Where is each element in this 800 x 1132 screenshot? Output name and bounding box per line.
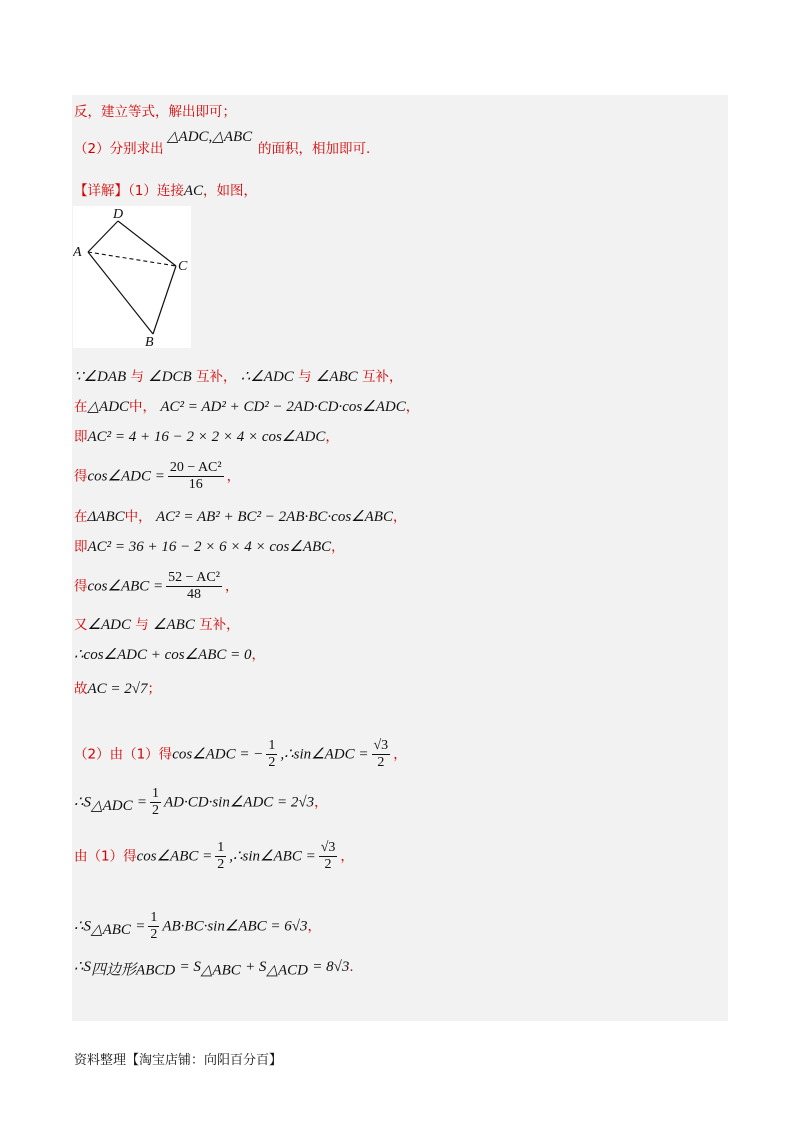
line-16-a: cos∠ABC = bbox=[136, 848, 213, 865]
line-15-c: AD·CD·sin∠ADC = 2√3 bbox=[164, 794, 315, 811]
text-line-16 bbox=[74, 840, 354, 873]
line-15-end: ， bbox=[314, 794, 328, 811]
detail-post: ，如图， bbox=[203, 183, 258, 199]
line-7-end: ， bbox=[226, 468, 241, 485]
fraction-root3-1 bbox=[372, 738, 391, 771]
line-18-end: . bbox=[349, 959, 354, 975]
line-1-text: 反，建立等式，解出即可； bbox=[74, 104, 236, 120]
angle-dab: ∵∠DAB bbox=[74, 369, 127, 385]
line-11-t1: 与 bbox=[135, 617, 149, 633]
text-line-15 bbox=[74, 786, 328, 819]
angle-dcb: ∠DCB bbox=[148, 369, 192, 385]
line-10-lhs: cos∠ABC = bbox=[87, 578, 164, 595]
fraction-adc bbox=[168, 460, 224, 493]
fraction-adc-den: 16 bbox=[188, 477, 203, 492]
line-18-c: + S bbox=[245, 959, 267, 975]
line-15-b: = bbox=[136, 794, 148, 811]
fraction-half-2-num: 1 bbox=[152, 786, 160, 801]
line-6-eq: AC² = 4 + 16 − 2 × 2 × 4 × cos∠ADC bbox=[87, 429, 326, 445]
line-7-lhs: cos∠ADC = bbox=[87, 468, 165, 485]
line-18-sub2: △ABC bbox=[200, 962, 241, 979]
fraction-half-3 bbox=[215, 840, 226, 873]
detail-pre: （1）连接 bbox=[128, 183, 184, 199]
vertex-d-label: D bbox=[113, 207, 124, 222]
line-18-a: ∴S bbox=[74, 959, 92, 975]
fraction-half-3-den: 2 bbox=[217, 857, 225, 872]
line-4-t2: 互补， bbox=[196, 369, 237, 385]
line-5-math: △ADC bbox=[87, 399, 130, 415]
law-of-cosines-adc: AC² = AD² + CD² − 2AD·CD·cos∠ADC bbox=[160, 399, 406, 415]
line-17-b: = bbox=[135, 918, 146, 935]
line-5-pre: 在 bbox=[74, 399, 88, 415]
text-line-6 bbox=[74, 428, 339, 446]
line-14-end: ， bbox=[393, 746, 407, 763]
line-7-pre: 得 bbox=[74, 468, 88, 485]
line-5-mid: 中， bbox=[129, 399, 157, 415]
triangles-math bbox=[167, 128, 252, 146]
line-10-end: ， bbox=[224, 578, 239, 595]
fraction-abc-den: 48 bbox=[187, 587, 202, 602]
fraction-root3-2 bbox=[319, 840, 338, 873]
text-line-12 bbox=[74, 646, 265, 664]
line-18-sub: 四边形ABCD bbox=[91, 962, 176, 979]
angle-abc: ∠ABC bbox=[315, 369, 358, 385]
line-8-end: ， bbox=[392, 509, 407, 525]
angle-adc: ∴∠ADC bbox=[240, 369, 294, 385]
line-14-pre: （2）由（1）得 bbox=[74, 746, 173, 763]
vertex-b-label: B bbox=[145, 335, 154, 348]
text-line-14 bbox=[74, 738, 407, 771]
line-16-end: ， bbox=[340, 848, 354, 865]
line-18-sub3: △ACD bbox=[266, 962, 308, 979]
line-14-b: ,∴sin∠ADC = bbox=[280, 746, 369, 763]
line-13-eq: AC = 2√7 bbox=[87, 681, 148, 697]
vertex-a-label: A bbox=[73, 245, 82, 260]
fraction-abc-num: 52 − AC² bbox=[168, 570, 220, 585]
fraction-half-1-den: 2 bbox=[268, 755, 276, 770]
fraction-half-1 bbox=[266, 738, 277, 771]
line-11-math2: ∠ABC bbox=[153, 617, 195, 633]
triangles-formula: △ADC,△ABC bbox=[167, 129, 253, 145]
line-5-end: ， bbox=[405, 399, 420, 415]
line-8-math: ΔABC bbox=[87, 509, 125, 525]
fraction-half-4-num: 1 bbox=[150, 910, 158, 925]
text-line-5 bbox=[74, 398, 419, 416]
fraction-half-4 bbox=[148, 910, 159, 943]
line-18-b: = S bbox=[179, 959, 201, 975]
footer-source: 资料整理【淘宝店铺：向阳百分百】 bbox=[74, 1053, 283, 1068]
line-4-t3: 与 bbox=[298, 369, 312, 385]
line-17-end: ， bbox=[307, 918, 321, 935]
fraction-half-4-den: 2 bbox=[150, 927, 158, 942]
line-12-end: ， bbox=[251, 647, 266, 663]
text-line-7 bbox=[74, 460, 240, 493]
line-8-mid: 中， bbox=[124, 509, 152, 525]
line-15-a: ∴S bbox=[74, 794, 92, 811]
vertex-c-label: C bbox=[178, 259, 188, 274]
line-9-end: ， bbox=[331, 539, 345, 555]
line-16-b: ,∴sin∠ABC = bbox=[229, 848, 316, 865]
text-line-2-post bbox=[258, 140, 370, 158]
line-2-pre: （2）分别求出 bbox=[74, 141, 164, 157]
fraction-half-2 bbox=[150, 786, 161, 819]
fraction-root3-1-num: √3 bbox=[373, 738, 389, 753]
line-17-a: ∴S bbox=[74, 918, 92, 935]
fraction-adc-num: 20 − AC² bbox=[169, 460, 222, 475]
line-11-math1: ∠ADC bbox=[87, 617, 131, 633]
fraction-abc bbox=[166, 570, 222, 603]
text-line-1 bbox=[74, 103, 236, 121]
text-line-11 bbox=[74, 616, 240, 634]
line-8-pre: 在 bbox=[74, 509, 88, 525]
line-6-pre: 即 bbox=[74, 429, 88, 445]
quadrilateral-figure bbox=[73, 206, 191, 348]
line-11-pre: 又 bbox=[74, 617, 88, 633]
text-line-9 bbox=[74, 538, 345, 556]
fraction-half-3-num: 1 bbox=[217, 840, 225, 855]
line-17-sub: △ABC bbox=[91, 922, 131, 939]
line-16-pre: 由（1）得 bbox=[74, 848, 137, 865]
line-12-eq: ∴cos∠ADC + cos∠ABC = 0 bbox=[74, 647, 252, 663]
line-4-t1: 与 bbox=[130, 369, 144, 385]
fraction-half-2-den: 2 bbox=[152, 803, 160, 818]
line-13-end: ； bbox=[147, 681, 162, 697]
detail-tag: 【详解】 bbox=[74, 183, 128, 199]
fraction-root3-2-den: 2 bbox=[324, 857, 332, 872]
detail-math: AC bbox=[183, 183, 204, 199]
line-9-pre: 即 bbox=[74, 539, 88, 555]
text-line-13 bbox=[74, 680, 161, 698]
line-18-d: = 8√3 bbox=[312, 959, 350, 975]
line-6-end: ， bbox=[325, 429, 339, 445]
line-14-a: cos∠ADC = − bbox=[172, 746, 264, 763]
line-13-pre: 故 bbox=[74, 681, 88, 697]
line-11-t2: 互补， bbox=[199, 617, 240, 633]
text-line-2 bbox=[74, 140, 164, 158]
line-2-post: 的面积，相加即可. bbox=[258, 141, 371, 157]
text-line-18 bbox=[74, 958, 354, 980]
law-of-cosines-abc: AC² = AB² + BC² − 2AB·BC·cos∠ABC bbox=[155, 509, 393, 525]
fraction-root3-2-num: √3 bbox=[320, 840, 336, 855]
fraction-root3-1-den: 2 bbox=[377, 755, 385, 770]
text-line-4 bbox=[74, 368, 402, 386]
line-15-sub: △ADC bbox=[91, 798, 133, 815]
detail-line bbox=[74, 182, 257, 200]
text-line-10 bbox=[74, 570, 238, 603]
text-line-17 bbox=[74, 910, 321, 943]
line-17-c: AB·BC·sin∠ABC = 6√3 bbox=[162, 918, 308, 935]
line-9-eq: AC² = 36 + 16 − 2 × 6 × 4 × cos∠ABC bbox=[87, 539, 332, 555]
line-10-pre: 得 bbox=[74, 578, 88, 595]
text-line-8 bbox=[74, 508, 406, 526]
line-4-t4: 互补， bbox=[361, 369, 403, 385]
fraction-half-1-num: 1 bbox=[268, 738, 276, 753]
